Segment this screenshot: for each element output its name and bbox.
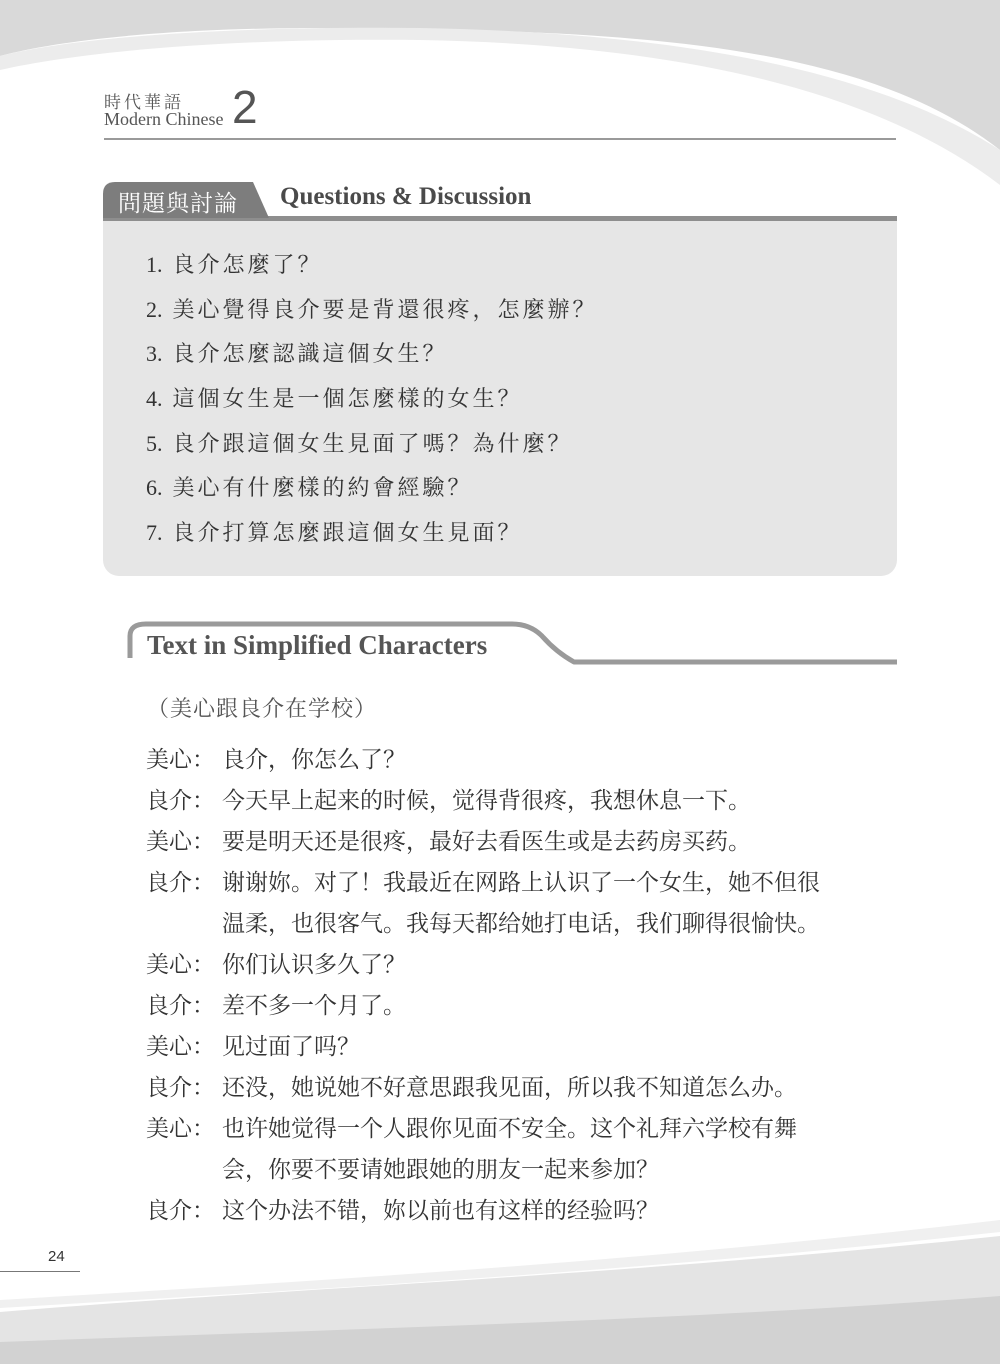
book-title-english: Modern Chinese [104,109,224,129]
dialogue-line [146,1109,906,1191]
speaker: 美心： [146,952,215,978]
question-item: 5. 良介跟這個女生見面了嗎？為什麼？ [146,430,573,457]
dialogue-line [146,863,906,945]
dialogue-line [146,781,906,822]
dialogue-line [146,986,906,1027]
book-title-chinese: 時代華語 [104,93,184,113]
question-item: 4. 這個女生是一個怎麼樣的女生？ [146,386,523,413]
speech: 也许她觉得一个人跟你见面不安全。这个礼拜六学校有舞 会，你要不要请她跟她的朋友一起来参加？ [222,1116,797,1183]
question-item: 2. 美心覺得良介要是背還很疼，怎麼辦？ [146,296,598,323]
questions-title: Questions & Discussion [280,183,532,210]
dialogue-line [146,740,906,781]
speech: 今天早上起来的时候，觉得背很疼，我想休息一下。 [222,788,751,814]
question-item: 6. 美心有什麼樣的約會經驗？ [146,475,473,502]
speech: 还没，她说她不好意思跟我见面，所以我不知道怎么办。 [222,1075,797,1101]
speaker: 良介： [146,870,215,896]
dialogue [146,740,906,1232]
speaker: 美心： [146,829,215,855]
speech: 良介，你怎么了？ [222,747,406,773]
scene-description: （美心跟良介在学校） [147,697,378,722]
speaker: 美心： [146,1034,215,1060]
question-item: 7. 良介打算怎麼跟這個女生見面？ [146,520,523,547]
page-number: 24 [48,1248,65,1265]
dialogue-line [146,1027,906,1068]
dialogue-line [146,1191,906,1232]
dialogue-line [146,822,906,863]
speech: 谢谢妳。对了！我最近在网路上认识了一个女生，她不但很 温柔，也很客气。我每天都给她打电话，我们聊得很愉快。 [222,870,820,937]
questions-tab-label: 問題與討論 [118,191,238,217]
speech: 这个办法不错，妳以前也有这样的经验吗？ [222,1198,659,1224]
speech: 见过面了吗？ [222,1034,360,1060]
speaker: 美心： [146,1116,215,1142]
simplified-title: Text in Simplified Characters [147,630,488,660]
dialogue-line [146,1068,906,1109]
question-item: 1. 良介怎麼了？ [146,252,323,278]
speaker: 良介： [146,993,215,1019]
speech: 差不多一个月了。 [222,993,406,1019]
page-number-rule [0,1271,80,1272]
speaker: 美心： [146,747,215,773]
speaker: 良介： [146,788,215,814]
question-item: 3. 良介怎麼認識這個女生？ [146,341,448,368]
speaker: 良介： [146,1075,215,1101]
speech: 你们认识多久了？ [222,952,406,978]
volume-number: 2 [232,81,258,133]
speaker: 良介： [146,1198,215,1224]
dialogue-line [146,945,906,986]
speech: 要是明天还是很疼，最好去看医生或是去药房买药。 [222,829,751,855]
